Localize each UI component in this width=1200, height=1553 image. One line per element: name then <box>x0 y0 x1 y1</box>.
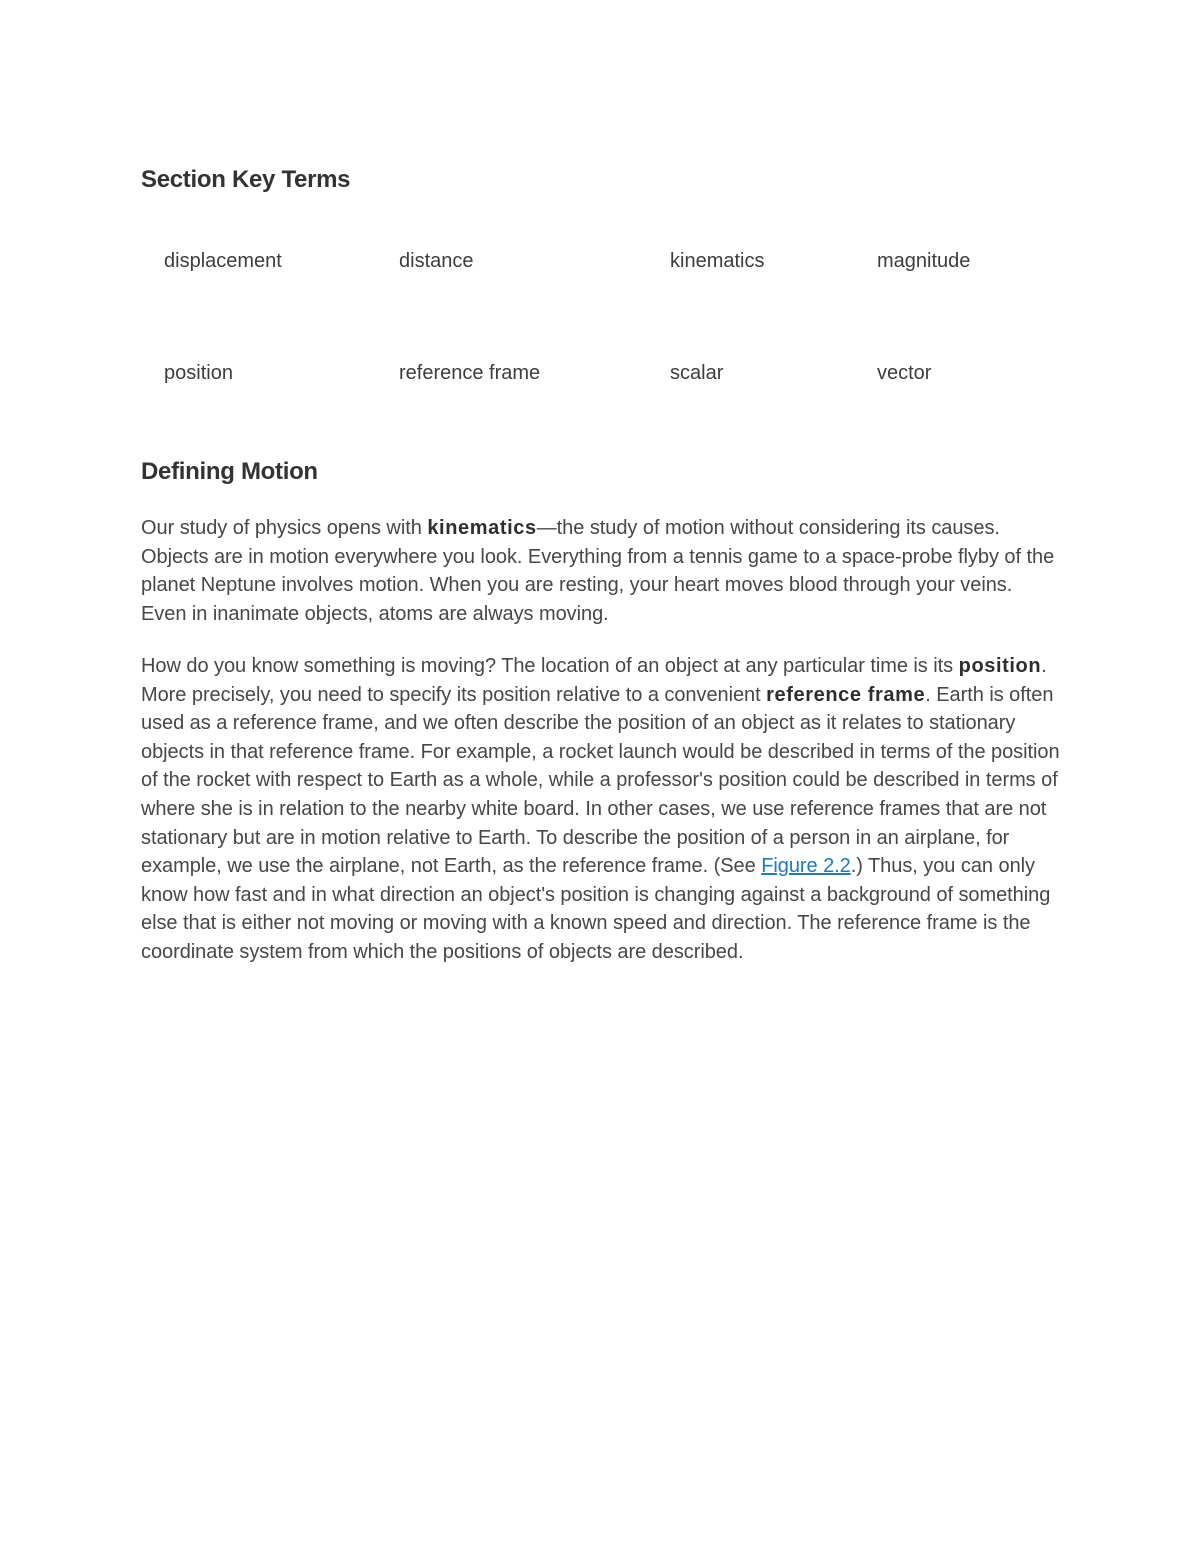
paragraph-text: . More precisely, you need to specify its position relative to a convenient <box>141 655 1047 706</box>
key-term: displacement <box>164 250 282 272</box>
defining-motion-heading: Defining Motion <box>141 458 318 485</box>
key-terms-grid <box>141 250 1061 474</box>
figure-2-2-link[interactable]: Figure 2.2 <box>761 855 851 878</box>
paragraph-text: .) Thus, you can only know how fast and in what direction an object's position is changing against a background of something else that is either not moving or moving with a known speed and direction. The reference frame is the coordinate system from which the positions of objects are described. <box>141 855 1051 963</box>
key-term: reference frame <box>399 362 541 384</box>
key-term: magnitude <box>877 250 971 272</box>
key-term: scalar <box>670 362 724 384</box>
section-key-terms-heading: Section Key Terms <box>141 166 351 193</box>
bold-term-kinematics: kinematics <box>427 517 537 539</box>
key-term: position <box>164 362 233 384</box>
position-paragraph <box>141 652 1061 967</box>
key-term: vector <box>877 362 932 384</box>
bold-term-position: position <box>958 655 1042 677</box>
paragraph-text: —the study of motion without considering its causes. Objects are in motion everywhere you look. Everything from a tennis game to a space-probe flyby of the planet Neptune involves motion. When you are resting, your heart moves blood through your veins. Even in inanimate objects, atoms are always moving. <box>141 517 1055 625</box>
key-term: distance <box>399 250 474 272</box>
key-terms-row <box>141 250 1061 362</box>
key-term: kinematics <box>670 250 765 272</box>
paragraph-text: Our study of physics opens with <box>141 517 428 539</box>
bold-term-reference-frame: reference frame <box>766 683 926 706</box>
paragraph-text: How do you know something is moving? The location of an object at any particular time is its <box>141 655 959 677</box>
kinematics-paragraph <box>141 514 1061 628</box>
paragraph-text: . Earth is often used as a reference frame, and we often describe the position of an object as it relates to stationary objects in that reference frame. For example, a rocket launch would be described in terms of the position of the rocket with respect to Earth as a whole, while a professor's position could be described in terms of where she is in relation to the nearby white board. In other cases, we use reference frames that are not stationary but are in motion relative to Earth. To describe the position of a person in an airplane, for example, we use the airplane, not Earth, as the reference frame. (See <box>141 683 1060 878</box>
